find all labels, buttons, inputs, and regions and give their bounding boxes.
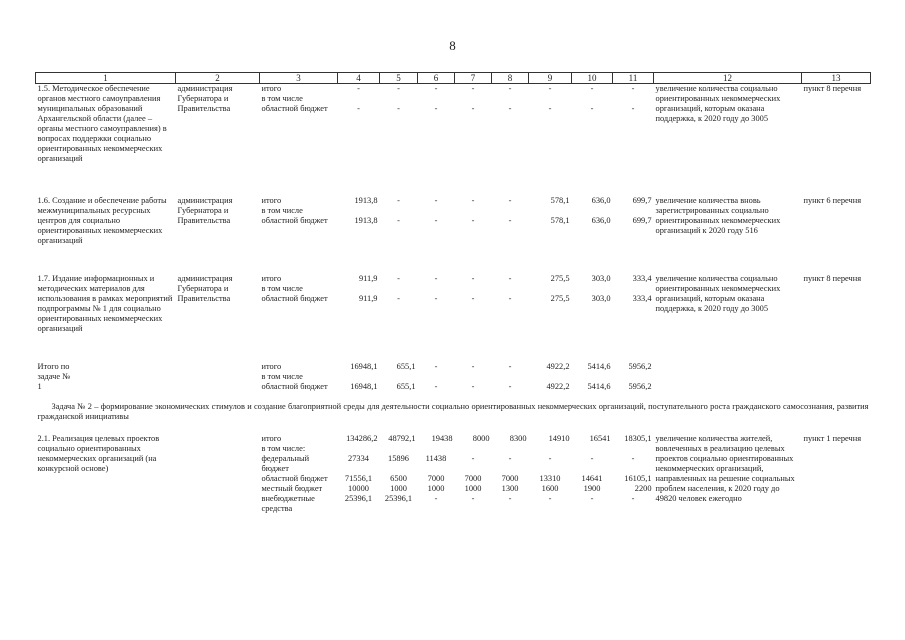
value-cell: 6500 [390,474,407,483]
source-label: итого [261,362,282,371]
source-label: областной бюджет [261,104,328,113]
source-label: итого [261,84,282,93]
value-cell: 16541 [589,434,611,443]
value-cell: - [434,216,438,225]
value-cell: 16948,1 [350,382,378,391]
value-cell: 48792,1 [388,434,416,443]
col-header: 1 [36,73,176,84]
value-cell: 1300 [501,484,519,493]
value-cell: 7000 [464,474,482,483]
value-cell: - [590,104,594,113]
value-cell: - [434,104,438,113]
source-label: в том числе [261,94,303,103]
value-cell: 27334 [348,454,369,463]
value-cell: - [397,294,400,303]
activity-name: 1.7. Издание информационных и методических материалов для использования в рамках мероприятий подпрограммы № 1 для социально ориентированных некоммерческих организаций [37,274,173,333]
value-cell: 11438 [425,454,447,463]
value-cell: - [508,362,512,371]
value-cell: - [434,84,438,93]
value-cell: - [357,104,360,113]
value-cell: 699,7 [632,216,652,225]
value-cell: - [508,294,512,303]
value-cell: 333,4 [632,274,652,283]
value-cell: 636,0 [591,196,611,205]
value-cell: 2200 [634,484,652,493]
value-cell: - [434,362,438,371]
source-label: в том числе: [261,444,306,453]
value-cell: 5414,6 [587,382,611,391]
executor: администрация Губернатора и Правительства [177,196,233,225]
value-cell: - [471,362,475,371]
value-cell: 71556,1 [344,474,373,483]
source-label: областной бюджет [261,382,328,391]
value-cell: 636,0 [591,216,611,225]
source-label: в том числе [261,206,303,215]
table-row [36,434,871,444]
executor: администрация Губернатора и Правительства [177,84,233,113]
value-cell: 1913,8 [354,216,378,225]
col-header: 12 [654,73,802,84]
value-cell: 14910 [548,434,570,443]
col-header: 13 [802,73,871,84]
source-label: итого [261,274,282,283]
value-cell: - [508,382,512,391]
value-cell: - [508,454,512,463]
value-cell: - [508,84,512,93]
value-cell: 7000 [501,474,519,483]
value-cell: 655,1 [396,362,416,371]
value-cell: - [471,494,475,503]
value-cell: 5956,2 [628,382,652,391]
value-cell: - [508,216,512,225]
value-cell: - [508,104,512,113]
value-cell: - [397,104,400,113]
value-cell: - [631,84,635,93]
value-cell: 16948,1 [350,362,378,371]
source-label: областной бюджет [261,216,328,225]
value-cell: 25396,1 [384,494,413,503]
col-header: 7 [455,73,492,84]
source-label: внебюджетные средства [261,494,315,513]
value-cell: - [471,216,475,225]
source-label: в том числе [261,372,303,381]
value-cell: 5414,6 [587,362,611,371]
value-cell: - [434,294,438,303]
expected-result: увеличение количества жителей, вовлеченных в реализацию целевых проектов социально ориентированных некоммерческих организаций, направленных на решение социальных проблем населения, к 2020 году до 49820 человек ежегодно [655,434,795,503]
value-cell: - [471,454,475,463]
value-cell: 13310 [539,474,561,483]
value-cell: - [590,494,594,503]
value-cell: - [397,216,400,225]
source-label: федеральный бюджет [261,454,310,473]
value-cell: - [590,454,594,463]
col-header: 8 [492,73,529,84]
expected-result: увеличение количества социально ориентированных некоммерческих организаций, которым оказана поддержка, к 2020 году до 3005 [655,84,781,123]
activity-name: 2.1. Реализация целевых проектов социально ориентированных некоммерческих организаций (на конкурсной основе) [37,434,160,473]
reference: пункт 8 перечня [803,274,862,283]
value-cell: - [397,84,400,93]
value-cell: 14641 [581,474,603,483]
table-row [36,84,871,95]
expected-result: увеличение количества социально ориентированных некоммерческих организаций, которым оказана поддержка, к 2020 году до 3005 [655,274,781,313]
value-cell: - [471,274,475,283]
column-number-row [36,73,871,84]
expected-result: увеличение количества вновь зарегистрированных социально ориентированных некоммерческих организаций к 2020 году 516 [655,196,781,235]
col-header: 10 [572,73,613,84]
value-cell: 1000 [427,484,445,493]
value-cell: - [590,84,594,93]
value-cell: 18305,1 [624,434,652,443]
value-cell: 16105,1 [624,474,652,483]
value-cell: 578,1 [550,196,570,205]
value-cell: - [471,84,475,93]
value-cell: 4922,2 [546,362,570,371]
reference: пункт 6 перечня [803,196,862,205]
value-cell: - [434,382,438,391]
reference: пункт 1 перечня [803,434,862,443]
value-cell: 275,5 [550,274,570,283]
value-cell: - [397,196,400,205]
source-label: областной бюджет [261,294,328,303]
value-cell: - [397,274,400,283]
page-number: 8 [449,38,456,53]
value-cell: 275,5 [550,294,570,303]
col-header: 6 [418,73,455,84]
value-cell: - [471,294,475,303]
col-header: 5 [380,73,418,84]
value-cell: - [508,274,512,283]
table-row [36,196,871,206]
value-cell: 15896 [388,454,409,463]
value-cell: 134286,2 [346,434,378,443]
value-cell: 303,0 [591,294,611,303]
value-cell: 1600 [541,484,559,493]
value-cell: - [434,274,438,283]
col-header: 2 [176,73,260,84]
table-row [36,362,871,372]
value-cell: - [631,454,635,463]
value-cell: 1900 [583,484,601,493]
col-header: 4 [338,73,380,84]
value-cell: 911,9 [358,274,378,283]
value-cell: 699,7 [632,196,652,205]
value-cell: 5956,2 [628,362,652,371]
value-cell: 655,1 [396,382,416,391]
source-label: областной бюджет [261,474,328,483]
value-cell: 4922,2 [546,382,570,391]
value-cell: 19438 [431,434,453,443]
executor: администрация Губернатора и Правительства [177,274,233,303]
value-cell: - [434,196,438,205]
source-label: местный бюджет [261,484,323,493]
task-heading: Задача № 2 – формирование экономических стимулов и создание благоприятной среды для деятельности социально ориентированных некоммерческих организаций, поступательного роста гражданского самосознания, развития гражданской инициативы [37,402,869,421]
value-cell: 8300 [509,434,527,443]
value-cell: - [631,104,635,113]
value-cell: 303,0 [591,274,611,283]
task-heading-row [36,400,871,426]
source-label: итого [261,434,282,443]
col-header: 3 [260,73,338,84]
total-label: Итого по задаче № 1 [37,362,71,391]
activity-name: 1.5. Методическое обеспечение органов местного самоуправления муниципальных образований Архангельской области (далее – органы местного самоуправления) в вопросах поддержки социально ориентированных некоммерческих организаций [37,84,167,163]
value-cell: - [471,196,475,205]
value-cell: 1913,8 [354,196,378,205]
value-cell: - [434,494,438,503]
col-header: 9 [529,73,572,84]
value-cell: - [471,104,475,113]
program-table [35,72,871,514]
value-cell: 25396,1 [344,494,373,503]
source-label: в том числе [261,284,303,293]
value-cell: - [357,84,360,93]
value-cell: - [508,494,512,503]
value-cell: - [548,104,552,113]
value-cell: - [548,494,552,503]
activity-name: 1.6. Создание и обеспечение работы межмуниципальных ресурсных центров для социально ориентированных некоммерческих организаций [37,196,167,245]
source-label: итого [261,196,282,205]
table-row [36,274,871,284]
value-cell: - [631,494,635,503]
value-cell: 8000 [472,434,490,443]
value-cell: 578,1 [550,216,570,225]
value-cell: 1000 [464,484,482,493]
value-cell: 7000 [427,474,445,483]
value-cell: 10000 [348,484,369,493]
value-cell: 911,9 [358,294,378,303]
value-cell: - [508,196,512,205]
value-cell: 1000 [390,484,407,493]
value-cell: - [471,382,475,391]
col-header: 11 [613,73,654,84]
value-cell: 333,4 [632,294,652,303]
reference: пункт 8 перечня [803,84,862,93]
value-cell: - [548,84,552,93]
value-cell: - [548,454,552,463]
